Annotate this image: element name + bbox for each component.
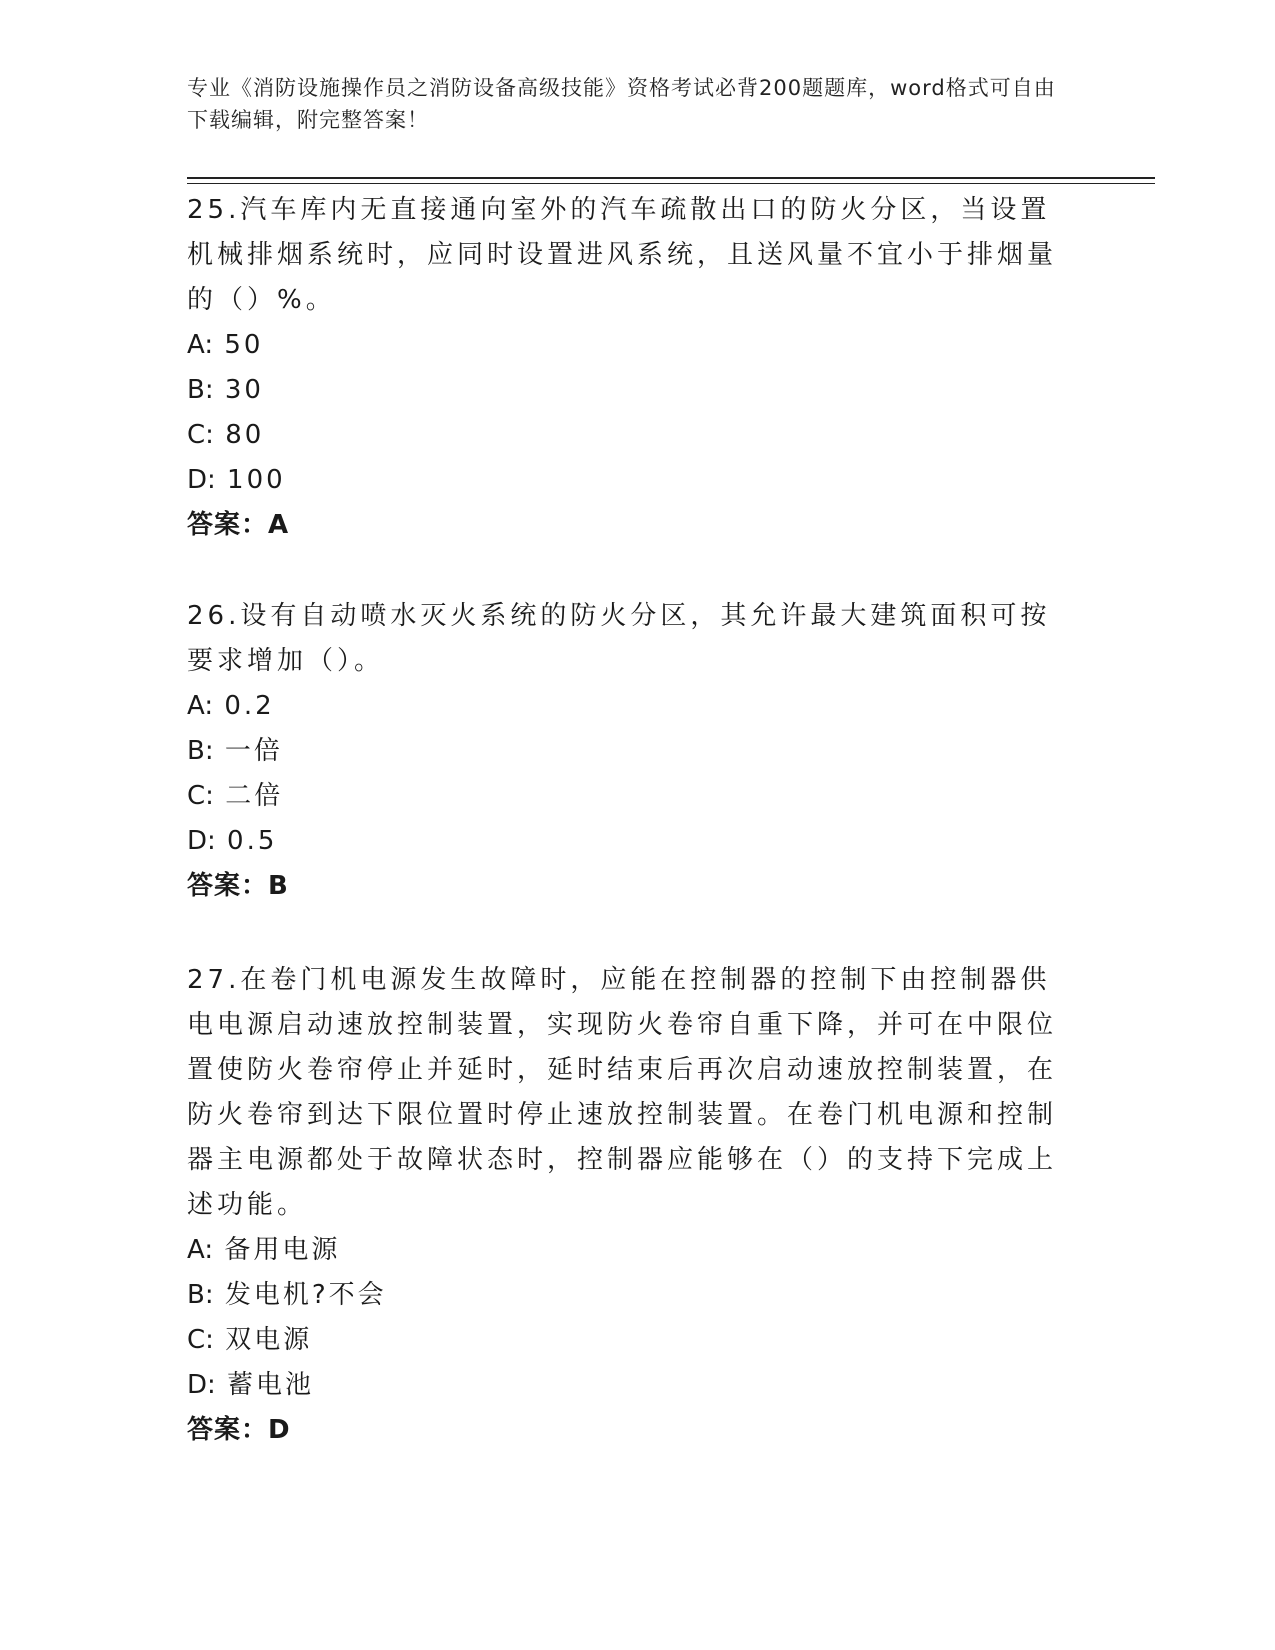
option-text: 0.2: [224, 691, 275, 721]
option-a: [187, 323, 1077, 368]
header-divider-thick: [187, 177, 1155, 179]
answer-line: 答案：B: [187, 871, 289, 901]
question-26: [187, 594, 1077, 909]
document-header: 专业《消防设施操作员之消防设备高级技能》资格考试必背200题题库，word格式可自由下载编辑，附完整答案！: [187, 76, 1056, 132]
option-letter: A:: [187, 330, 214, 360]
option-d: [187, 1363, 1077, 1408]
question-stem: 27.在卷门机电源发生故障时，应能在控制器的控制下由控制器供电电源启动速放控制装置，实现防火卷帘自重下降，并可在中限位置使防火卷帘停止并延时，延时结束后再次启动速放控制装置，在防火卷帘到达下限位置时停止速放控制装置。在卷门机电源和控制器主电源都处于故障状态时，控制器应能够在（）的支持下完成上述功能。: [187, 965, 1058, 1220]
option-text: 一倍: [224, 736, 283, 766]
option-letter: C:: [187, 1325, 214, 1355]
option-letter: D:: [187, 826, 216, 856]
option-b: [187, 368, 1077, 413]
option-text: 发电机?不会: [224, 1280, 387, 1310]
question-27: [187, 958, 1077, 1453]
option-text: 80: [225, 420, 265, 450]
option-c: [187, 1318, 1077, 1363]
option-c: [187, 413, 1077, 458]
option-c: [187, 774, 1077, 819]
option-letter: C:: [187, 781, 214, 811]
answer-line: 答案：A: [187, 510, 290, 540]
header-divider-thin: [187, 183, 1155, 184]
option-letter: B:: [187, 1280, 214, 1310]
option-text: 备用电源: [224, 1235, 341, 1265]
option-text: 0.5: [227, 826, 278, 856]
option-text: 50: [224, 330, 264, 360]
option-b: [187, 1273, 1077, 1318]
option-letter: B:: [187, 375, 214, 405]
option-a: [187, 1228, 1077, 1273]
option-letter: A:: [187, 691, 214, 721]
option-text: 30: [224, 375, 264, 405]
question-25: [187, 188, 1077, 548]
option-letter: D:: [187, 465, 216, 495]
option-letter: B:: [187, 736, 214, 766]
option-d: [187, 458, 1077, 503]
option-text: 二倍: [225, 781, 284, 811]
option-letter: D:: [187, 1370, 216, 1400]
option-text: 100: [227, 465, 286, 495]
option-letter: C:: [187, 420, 214, 450]
option-text: 双电源: [225, 1325, 313, 1355]
question-stem: 26.设有自动喷水灭火系统的防火分区，其允许最大建筑面积可按要求增加（）。: [187, 601, 1051, 676]
option-text: 蓄电池: [227, 1370, 315, 1400]
option-letter: A:: [187, 1235, 214, 1265]
option-d: [187, 819, 1077, 864]
option-b: [187, 729, 1077, 774]
question-stem: 25.汽车库内无直接通向室外的汽车疏散出口的防火分区，当设置机械排烟系统时，应同时设置进风系统，且送风量不宜小于排烟量的（）%。: [187, 195, 1058, 315]
option-a: [187, 684, 1077, 729]
answer-line: 答案：D: [187, 1415, 291, 1445]
